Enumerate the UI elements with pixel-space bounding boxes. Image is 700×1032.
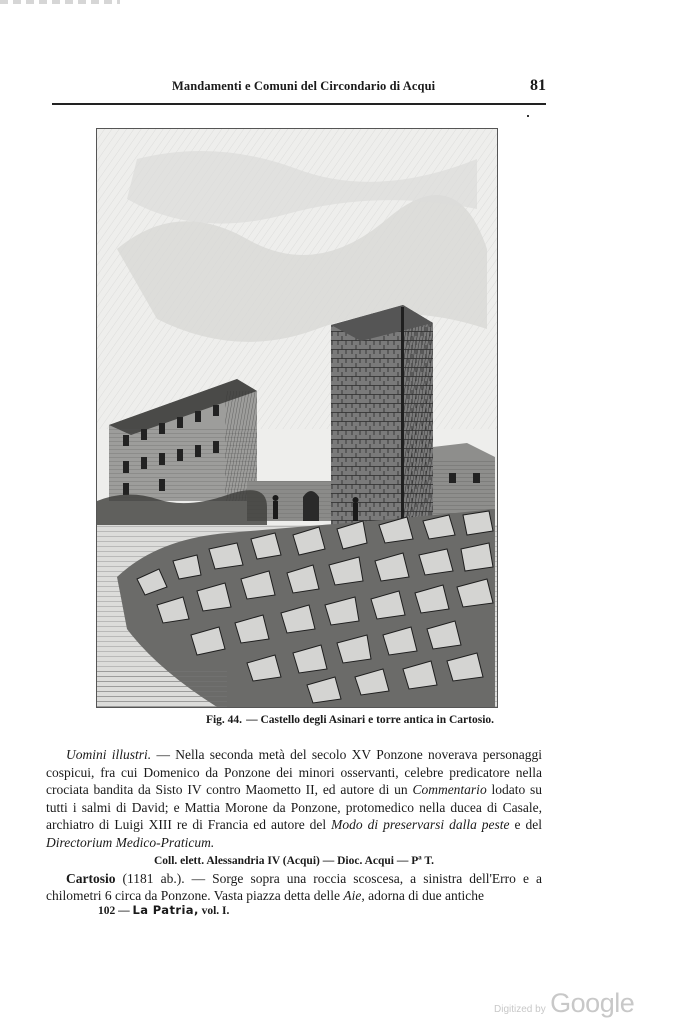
figure-caption (0, 714, 700, 726)
paragraph-text: — Nella seconda metà del secolo XV Ponzone noverava personaggi cospicui, fra cui Domenico da Ponzone dei minori osservanti, celebre predicatore nella crociata bandita da Sisto IV contro Maometto II, ed autore di un (46, 747, 542, 798)
paragraph-uomini-illustri (46, 746, 542, 852)
entry-heading: Cartosio (66, 870, 116, 886)
paragraph-cartosio (46, 870, 542, 905)
running-title: Mandamenti e Comuni del Circondario di Acqui (172, 79, 436, 93)
scan-edge-marks (0, 0, 120, 4)
running-head (52, 79, 546, 103)
header-rule (52, 103, 546, 105)
page-number: 81 (530, 77, 546, 94)
work-title: Modo di preservarsi dalla peste (331, 817, 510, 833)
signature-number: 102 — (98, 905, 130, 917)
castle-tower-engraving (97, 129, 497, 707)
print-speck (527, 115, 529, 117)
engraving-figure (96, 128, 498, 708)
paragraph-text: , adorna di due antiche (361, 888, 484, 904)
paragraph-text: lodato su tutti i salmi di David; e Mattia Morone da Ponzone, protomedico nella ducea di Casale, archiatro di Luigi XIII re di Francia ed autore del (46, 782, 543, 833)
section-lead: Uomini illustri. (66, 747, 152, 762)
digitized-watermark (494, 988, 634, 1019)
place-name: Aie (343, 888, 362, 904)
figure-caption-text: — Castello degli Asinari e torre antica in Cartosio. (246, 714, 495, 726)
paragraph-text: (1181 ab.). — Sorge sopra una roccia scoscesa, a sinistra dell'Erro e a chilometri 6 circa da Ponzone. Vasta piazza detta delle (46, 870, 542, 904)
paragraph-text: e del (509, 817, 542, 833)
collegio-line: Coll. elett. Alessandria IV (Acqui) — Dioc. Acqui — Pª T. (153, 854, 435, 867)
work-title: Commentario (412, 782, 487, 798)
publication-title: La Patria, (132, 903, 199, 917)
volume-label: vol. I. (201, 905, 230, 917)
figure-label: Fig. 44. (205, 714, 243, 726)
signature-line (98, 903, 229, 917)
body-text (46, 746, 542, 905)
watermark-brand: Google (550, 988, 635, 1018)
work-title: Directorium Medico-Praticum. (46, 834, 215, 850)
watermark-prefix: Digitized by (494, 1004, 546, 1015)
